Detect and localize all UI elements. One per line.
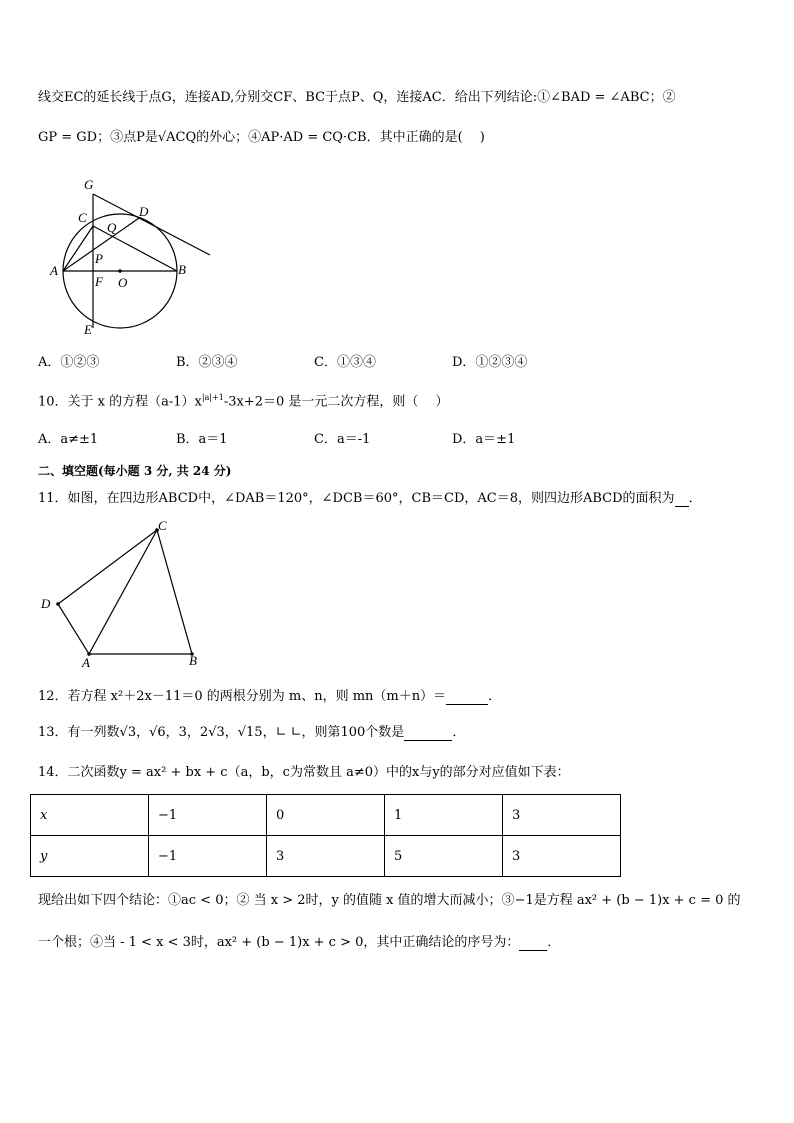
table-cell: 3 — [267, 836, 385, 877]
q12-text: 12．若方程 x²＋2x－11＝0 的两根分别为 m、n，则 mn（m＋n）＝ ． — [38, 689, 502, 704]
q10-option-b: B．a＝1 — [176, 432, 228, 447]
q10-option-d: D．a＝±1 — [452, 432, 516, 447]
label-A: A — [50, 263, 58, 278]
label-C: C — [78, 210, 87, 225]
label-B: B — [189, 653, 197, 668]
label-P: P — [95, 251, 103, 266]
q14-line2: 现给出如下四个结论：①ac < 0；② 当 x > 2时，y 的值随 x 值的增大而减小；③−1是方程 ax² + (b − 1)x + c = 0 的 — [38, 893, 741, 908]
table-row — [31, 795, 621, 836]
q9-line1: 线交EC的延长线于点G，连接AD,分别交CF、BC于点P、Q，连接AC．给出下列结论:①∠BAD = ∠ABC；② — [38, 90, 676, 105]
table-cell: 3 — [503, 795, 621, 836]
q9-line2: GP = GD；③点P是√ACQ的外心；④AP·AD = CQ·CB．其中正确的是( ) — [38, 130, 485, 145]
label-Q: Q — [107, 220, 117, 235]
label-E: E — [84, 322, 92, 337]
label-F: F — [95, 274, 103, 289]
table-cell: y — [31, 836, 149, 877]
q9-option-a: A．①②③ — [38, 355, 100, 370]
table-cell: x — [31, 795, 149, 836]
table-cell: −1 — [149, 836, 267, 877]
label-O: O — [118, 275, 128, 290]
q9-option-d: D．①②③④ — [452, 355, 528, 370]
q9-option-b: B．②③④ — [176, 355, 238, 370]
table-cell: 1 — [385, 795, 503, 836]
q9-option-c: C．①③④ — [314, 355, 376, 370]
label-C: C — [158, 518, 167, 533]
table-cell: 3 — [503, 836, 621, 877]
section-heading: 二、填空题(每小题 3 分, 共 24 分) — [38, 464, 232, 478]
q9-circle-figure — [44, 172, 224, 340]
q10-option-c: C．a＝-1 — [314, 432, 371, 447]
table-cell: 0 — [267, 795, 385, 836]
table-row — [31, 836, 621, 877]
label-D: D — [41, 596, 51, 611]
label-A: A — [82, 655, 90, 670]
label-G: G — [84, 177, 94, 192]
table-cell: −1 — [149, 795, 267, 836]
q10-stem: 10．关于 x 的方程$(a-1)x^{|a|+1}-3x+2=0$ 是一元二次方程，则（ ） — [38, 393, 449, 410]
q11-text: 11．如图，在四边形ABCD中，∠DAB＝120°，∠DCB＝60°，CB＝CD，AC＝8，则四边形ABCD的面积为 ． — [38, 491, 702, 506]
label-D: D — [139, 204, 149, 219]
q14-text: 14．二次函数y = ax² + bx + c（a，b，c为常数且 a≠0）中的x与y的部分对应值如下表： — [38, 765, 570, 780]
q10-exponent: |a|+1 — [201, 393, 224, 402]
q11-quadrilateral-figure — [36, 516, 216, 672]
q14-line3: 一个根；④当 - 1 < x < 3时，ax² + (b − 1)x + c > 0，其中正确结论的序号为： ． — [38, 935, 561, 950]
label-B: B — [178, 262, 186, 277]
q14-value-table — [30, 794, 621, 877]
q13-text: 13．有一列数√3，√6，3，2√3，√15，∟ ∟，则第100个数是 ． — [38, 725, 466, 740]
table-cell: 5 — [385, 836, 503, 877]
q10-option-a: A．a≠±1 — [38, 432, 99, 447]
